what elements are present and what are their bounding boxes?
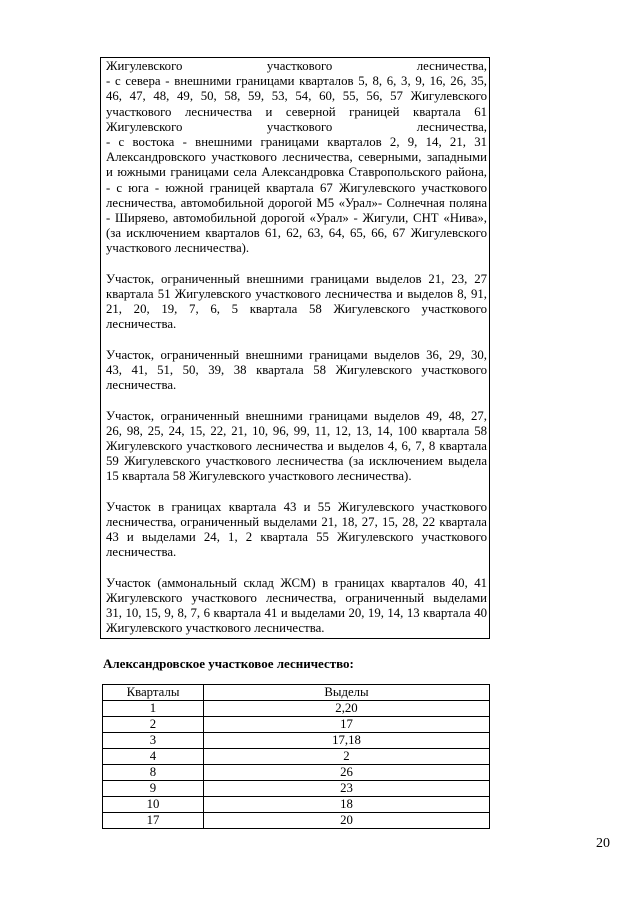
paragraph [106,409,487,485]
table-row [103,797,490,813]
cell-quarter: 17 [103,813,204,829]
cell-quarter: 3 [103,733,204,749]
paragraph [106,500,487,561]
cell-plots: 17 [204,717,490,733]
text-line: (за исключением кварталов 61, 62, 63, 64, 65, 66, 67 Жигулевского [106,226,487,241]
text-line: участкового лесничества). [106,241,250,256]
cell-quarter: 1 [103,701,204,717]
table-header-row [103,685,490,701]
paragraph [106,576,487,637]
cell-quarter: 9 [103,781,204,797]
cell-plots: 17,18 [204,733,490,749]
quarters-table [102,684,490,829]
text-line: Участок в границах квартала 43 и 55 Жигулевского участкового [106,499,487,514]
text-line: 15 квартала 58 Жигулевского участкового лесничества). [106,469,412,484]
text-line: Жигулевского участкового лесничества, [106,119,487,134]
table-row [103,781,490,797]
text-line: - с севера - внешними границами кварталов 5, 8, 6, 3, 9, 16, 26, 35, [106,74,487,89]
cell-plots: 2,20 [204,701,490,717]
text-line: лесничества, автомобильной дорогой М5 «Урал»- Солнечная поляна [106,195,487,210]
text-line: лесничества. [106,378,177,393]
text-line: Жигулевского участкового лесничества. [106,621,325,636]
text-line: - с юга - южной границей квартала 67 Жигулевского участкового [106,180,487,195]
text-line: Жигулевского участкового лесничества, ограниченный выделами [106,591,487,606]
cell-plots: 23 [204,781,490,797]
table-row [103,813,490,829]
text-line: лесничества, ограниченный выделами 21, 18, 27, 15, 28, 22 квартала [106,515,487,530]
table-row [103,765,490,781]
text-line: 59 Жигулевского участкового лесничества (за исключением выдела [106,454,487,469]
text-line: Жигулевского участкового лесничества, [106,59,487,73]
text-line: и южными границами села Александровка Ставропольского района, [106,165,487,180]
text-line: 43 и выделами 24, 1, 2 квартала 55 Жигулевского участкового [106,530,487,545]
text-line: лесничества. [106,545,177,560]
page-number: 20 [596,836,610,851]
cell-quarter: 10 [103,797,204,813]
cell-quarter: 2 [103,717,204,733]
table-row [103,717,490,733]
text-line: Александровского участкового лесничества, северными, западными [106,150,487,165]
paragraph [106,272,487,333]
bordered-text-box [100,57,490,639]
section-heading: Александровское участковое лесничество: [103,656,354,671]
table-row [103,701,490,717]
cell-plots: 18 [204,797,490,813]
text-line: - Ширяево, автомобильной дорогой «Урал» - Жигули, СНТ «Нива», [106,211,487,226]
text-line: Участок, ограниченный внешними границами выделов 49, 48, 27, [106,408,487,423]
paragraph [106,348,487,394]
text-line: Участок, ограниченный внешними границами выделов 21, 23, 27 [106,271,487,286]
text-line: лесничества. [106,317,177,332]
cell-plots: 2 [204,749,490,765]
table-row [103,749,490,765]
text-line: участкового лесничества и северной границей квартала 61 [106,104,487,119]
text-line: 43, 41, 51, 50, 39, 38 квартала 58 Жигулевского участкового [106,363,487,378]
text-line: 26, 98, 25, 24, 15, 22, 21, 10, 96, 99, 11, 12, 13, 14, 100 квартала 58 [106,423,487,438]
text-line: Участок, ограниченный внешними границами выделов 36, 29, 30, [106,347,487,362]
text-line: 31, 10, 15, 9, 8, 7, 6 квартала 41 и выделами 20, 19, 14, 13 квартала 40 [106,606,487,621]
table-row [103,733,490,749]
text-line: квартала 51 Жигулевского участкового лесничества и выделов 8, 91, [106,287,487,302]
cell-plots: 26 [204,765,490,781]
cell-plots: 20 [204,813,490,829]
text-line: Участок (аммональный склад ЖСМ) в границах кварталов 40, 41 [106,575,487,590]
text-line: 21, 20, 19, 7, 6, 5 квартала 58 Жигулевского участкового [106,302,487,317]
text-line: Жигулевского участкового лесничества и выделов 4, 6, 7, 8 квартала [106,439,487,454]
text-line: 46, 47, 48, 49, 50, 58, 59, 53, 54, 60, 55, 56, 57 Жигулевского [106,89,487,104]
cell-quarter: 8 [103,765,204,781]
header-quarters: Кварталы [103,685,204,701]
header-plots: Выделы [204,685,490,701]
text-line: - с востока - внешними границами кварталов 2, 9, 14, 21, 31 [106,135,487,150]
paragraph [106,59,487,257]
cell-quarter: 4 [103,749,204,765]
